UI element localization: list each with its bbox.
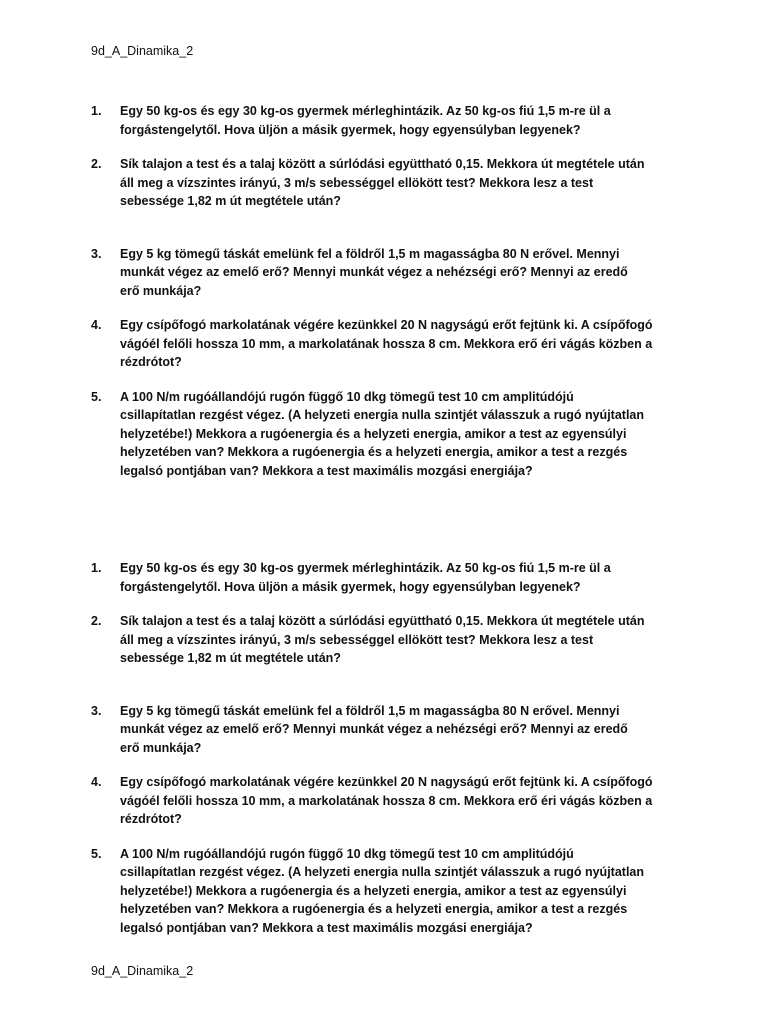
question-text [120, 316, 691, 372]
question-line: Egy csípőfogó markolatának végére kezünkkel 20 N nagyságú erőt fejtünk ki. A csípőfogó [120, 775, 653, 789]
question-number: 3. [91, 246, 102, 261]
question-line: forgástengelytől. Hova üljön a másik gyermek, hogy egyensúlyban legyenek? [120, 122, 581, 137]
question-line: Egy csípőfogó markolatának végére kezünkkel 20 N nagyságú erőt fejtünk ki. A csípőfogó [120, 318, 653, 332]
question-4 [91, 773, 691, 829]
question-line: áll meg a vízszintes irányú, 3 m/s sebességgel ellökött test? Mekkora lesz a test [120, 175, 594, 190]
question-number: 2. [91, 157, 102, 171]
question-block-2 [91, 543, 691, 937]
question-number: 5. [91, 389, 102, 404]
question-text [120, 102, 691, 139]
question-number: 1. [91, 104, 102, 118]
question-text [120, 702, 691, 758]
question-number: 1. [91, 561, 102, 575]
question-line: erő munkája? [120, 283, 202, 298]
question-5 [91, 388, 691, 481]
question-number: 4. [91, 775, 102, 789]
question-line: helyzetébe!) Mekkora a rugóenergia és a helyzeti energia, amikor a test az egyensúlyi [120, 426, 627, 441]
question-4 [91, 316, 691, 372]
question-line: vágóél felőli hossza 10 mm, a markolatának hossza 8 cm. Mekkora erő éri vágás közben a [120, 336, 653, 351]
question-line: legalsó pontjában van? Mekkora a test maximális mozgási energiája? [120, 463, 533, 478]
question-line: helyzetébe!) Mekkora a rugóenergia és a helyzeti energia, amikor a test az egyensúlyi [120, 883, 627, 898]
question-number: 3. [91, 703, 102, 718]
question-line: Egy 50 kg-os és egy 30 kg-os gyermek mérleghintázik. Az 50 kg-os fiú 1,5 m-re ül a [120, 561, 611, 575]
question-3 [91, 245, 691, 301]
question-line: munkát végez az emelő erő? Mennyi munkát végez a nehézségi erő? Mennyi az eredő [120, 265, 628, 279]
question-line: forgástengelytől. Hova üljön a másik gyermek, hogy egyensúlyban legyenek? [120, 579, 581, 594]
question-line: A 100 N/m rugóállandójú rugón függő 10 dkg tömegű test 10 cm amplitúdójú [120, 846, 574, 861]
question-text [120, 388, 691, 481]
question-text [120, 612, 691, 668]
question-1 [91, 559, 691, 596]
question-line: áll meg a vízszintes irányú, 3 m/s sebességgel ellökött test? Mekkora lesz a test [120, 632, 594, 647]
question-number: 5. [91, 846, 102, 861]
question-line: Egy 5 kg tömegű táskát emelünk fel a földről 1,5 m magasságba 80 N erővel. Mennyi [120, 703, 620, 718]
question-text [120, 155, 691, 211]
question-line: legalsó pontjában van? Mekkora a test maximális mozgási energiája? [120, 920, 533, 935]
question-line: rézdrótot? [120, 812, 182, 826]
question-line: munkát végez az emelő erő? Mennyi munkát végez a nehézségi erő? Mennyi az eredő [120, 722, 628, 736]
question-1 [91, 102, 691, 139]
question-line: csillapítatlan rezgést végez. (A helyzeti energia nulla szintjét válasszuk a rugó nyújtatlan [120, 865, 644, 879]
page-footer-title: 9d_A_Dinamika_2 [91, 964, 194, 978]
question-line: A 100 N/m rugóállandójú rugón függő 10 dkg tömegű test 10 cm amplitúdójú [120, 389, 574, 404]
question-line: helyzetében van? Mekkora a rugóenergia és a helyzeti energia, amikor a test a rezgés [120, 445, 628, 459]
question-2 [91, 155, 691, 211]
question-line: csillapítatlan rezgést végez. (A helyzeti energia nulla szintjét válasszuk a rugó nyújtatlan [120, 408, 644, 422]
question-line: Sík talajon a test és a talaj között a súrlódási együttható 0,15. Mekkora út megtétele után [120, 157, 645, 171]
question-text [120, 245, 691, 301]
question-2 [91, 612, 691, 668]
question-line: Sík talajon a test és a talaj között a súrlódási együttható 0,15. Mekkora út megtétele után [120, 614, 645, 628]
question-text [120, 845, 691, 938]
question-number: 2. [91, 614, 102, 628]
question-block-1 [91, 86, 691, 480]
question-line: helyzetében van? Mekkora a rugóenergia és a helyzeti energia, amikor a test a rezgés [120, 902, 628, 916]
question-5 [91, 845, 691, 938]
page-header-title: 9d_A_Dinamika_2 [91, 44, 194, 58]
question-line: sebessége 1,82 m út megtétele után? [120, 194, 341, 208]
question-line: sebessége 1,82 m út megtétele után? [120, 651, 341, 665]
question-text [120, 773, 691, 829]
question-line: Egy 5 kg tömegű táskát emelünk fel a földről 1,5 m magasságba 80 N erővel. Mennyi [120, 246, 620, 261]
question-line: Egy 50 kg-os és egy 30 kg-os gyermek mérleghintázik. Az 50 kg-os fiú 1,5 m-re ül a [120, 104, 611, 118]
question-number: 4. [91, 318, 102, 332]
question-3 [91, 702, 691, 758]
question-line: rézdrótot? [120, 355, 182, 369]
question-text [120, 559, 691, 596]
question-line: vágóél felőli hossza 10 mm, a markolatának hossza 8 cm. Mekkora erő éri vágás közben a [120, 793, 653, 808]
question-line: erő munkája? [120, 740, 202, 755]
